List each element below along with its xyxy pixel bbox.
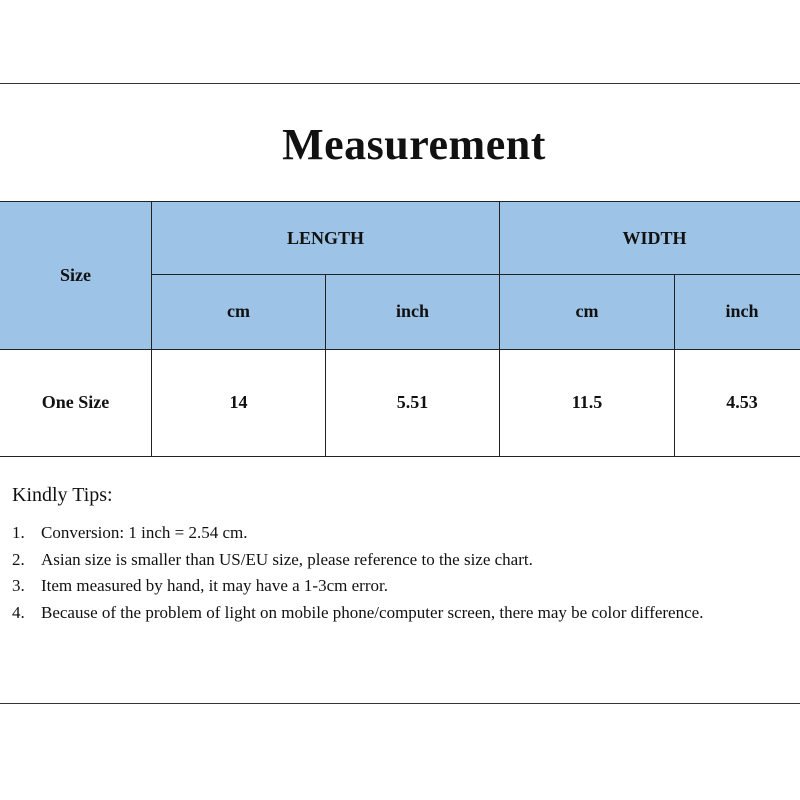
top-divider xyxy=(0,83,800,84)
length-group-header: LENGTH xyxy=(152,202,500,275)
tip-text: Because of the problem of light on mobile phone/computer screen, there may be color difference. xyxy=(41,602,704,622)
size-column-header: Size xyxy=(0,202,152,350)
tips-title: Kindly Tips: xyxy=(12,484,113,506)
table-row xyxy=(0,349,800,456)
tip-number: 4. xyxy=(12,602,25,622)
list-item xyxy=(12,573,772,600)
width-group-header: WIDTH xyxy=(500,202,800,275)
tips-section xyxy=(12,482,772,626)
list-item xyxy=(12,520,772,547)
tip-number: 3. xyxy=(12,576,25,595)
list-item xyxy=(12,547,772,574)
list-item xyxy=(12,600,772,627)
width-inch-header: inch xyxy=(675,275,800,349)
length-inch-cell: 5.51 xyxy=(326,349,500,456)
page-title: Measurement xyxy=(282,120,546,169)
tip-text: Asian size is smaller than US/EU size, please reference to the size chart. xyxy=(41,549,533,569)
tip-text: Conversion: 1 inch = 2.54 cm. xyxy=(41,523,248,542)
length-cm-cell: 14 xyxy=(152,349,326,456)
tip-text: Item measured by hand, it may have a 1-3cm error. xyxy=(41,576,388,595)
width-inch-cell: 4.53 xyxy=(675,349,800,456)
tips-list xyxy=(12,520,772,626)
tip-number: 1. xyxy=(12,523,25,542)
width-cm-header: cm xyxy=(500,275,675,349)
width-cm-cell: 11.5 xyxy=(500,349,675,456)
bottom-divider xyxy=(0,703,800,704)
length-inch-header: inch xyxy=(326,275,500,349)
size-cell: One Size xyxy=(0,349,152,456)
size-table xyxy=(0,201,800,457)
length-cm-header: cm xyxy=(152,275,326,349)
tip-number: 2. xyxy=(12,549,25,569)
